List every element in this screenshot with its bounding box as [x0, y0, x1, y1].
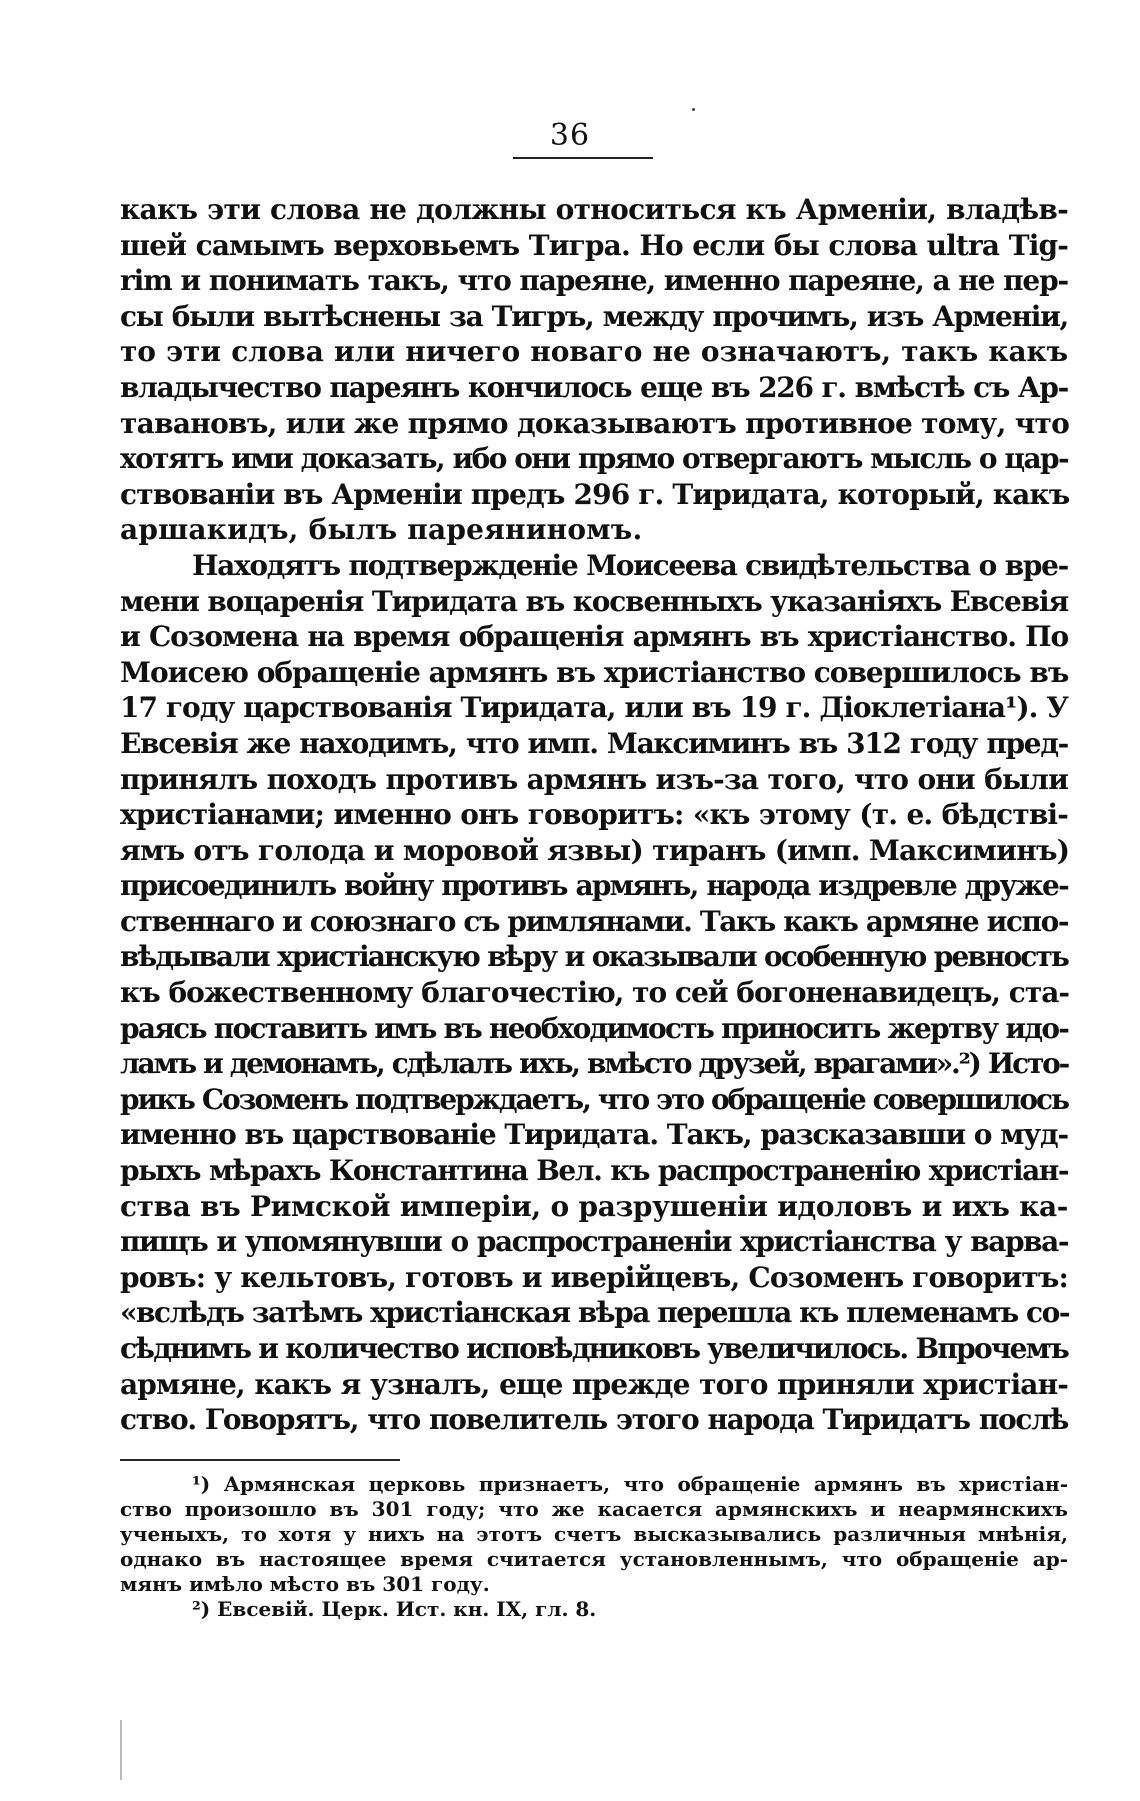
- text-line: ствованіи въ Арменіи предъ 296 г. Тиридата, который, какъ: [120, 477, 1070, 511]
- footnote-2-line: ²) Евсевій. Церк. Ист. кн. IX, гл. 8.: [192, 1597, 597, 1621]
- text-line: мени воцаренія Тиридата въ косвенныхъ указаніяхъ Евсевія: [120, 584, 1069, 618]
- text-line: раясь поставить имъ въ необходимость приносить жертву идо-: [120, 1011, 1069, 1045]
- text-line: рыхъ мѣрахъ Константина Вел. къ распространенію христіан-: [120, 1154, 1068, 1188]
- footnotes: [120, 1472, 1068, 1622]
- footnote-rule: [120, 1459, 400, 1461]
- text-line: принялъ походъ противъ армянъ изъ-за того, что они были: [120, 762, 1068, 796]
- paragraph-start-line: Находятъ подтвержденіе Моисеева свидѣтельства о вре-: [192, 548, 1068, 582]
- scan-speck: [692, 108, 695, 111]
- text-line: пищъ и упомянувши о распространеніи христіанства у варва-: [120, 1225, 1068, 1259]
- text-line: какъ эти слова не должны относиться къ Арменіи, владѣв-: [120, 193, 1068, 226]
- text-line: присоединилъ войну противъ армянъ, народа издревле друже-: [120, 869, 1068, 903]
- text-line: ство. Говорятъ, что повелитель этого народа Тиридатъ послѣ: [120, 1403, 1068, 1437]
- text-line: армяне, какъ я узналъ, еще прежде того приняли христіан-: [120, 1367, 1068, 1401]
- text-line: ственнаго и союзнаго съ римлянами. Такъ какъ армяне испо-: [120, 904, 1068, 938]
- text-line: рикъ Созоменъ подтверждаетъ, что это обращеніе совершилось: [120, 1082, 1068, 1116]
- text-line: именно въ царствованіе Тиридата. Такъ, разсказавши о муд-: [120, 1118, 1068, 1152]
- text-line: Моисею обращеніе армянъ въ христіанство совершилось въ: [120, 655, 1069, 689]
- scan-edge-mark: [120, 1720, 122, 1780]
- footnote-1-line: ство произошло въ 301 году; что же касается армянскихъ и неармянскихъ: [120, 1497, 1068, 1521]
- text-line: ламъ и демонамъ, сдѣлалъ ихъ, вмѣсто друзей, врагами».²) Исто-: [120, 1047, 1068, 1081]
- footnote-1-line: ученыхъ, то хотя у нихъ на этотъ счетъ высказывались различныя мнѣнія,: [120, 1522, 1068, 1546]
- text-line: ровъ: у кельтовъ, готовъ и иверійцевъ, Созоменъ говоритъ:: [120, 1260, 1068, 1294]
- text-line: то эти слова или ничего новаго не означаютъ, такъ какъ: [120, 335, 1068, 369]
- text-line: ства въ Римской имперіи, о разрушеніи идоловъ и ихъ ка-: [120, 1189, 1068, 1223]
- text-line: 17 году царствованія Тиридата, или въ 19 г. Діоклетіана¹). У: [120, 691, 1068, 725]
- page-number-rule: [513, 157, 653, 159]
- text-line: хотятъ ими доказать, ибо они прямо отвергаютъ мысль о цар-: [120, 442, 1068, 476]
- text-line: ямъ отъ голода и моровой язвы) тиранъ (имп. Максиминъ): [120, 833, 1070, 867]
- text-line: и Созомена на время обращенія армянъ въ христіанство. По: [120, 620, 1068, 654]
- footnote-1-line: мянъ имѣло мѣсто въ 301 году.: [120, 1572, 490, 1596]
- text-line: вѣдывали христіанскую вѣру и оказывали особенную ревность: [120, 940, 1068, 974]
- text-line: аршакидъ, былъ пареяниномъ.: [120, 513, 643, 547]
- text-line: rim и понимать такъ, что пареяне, именно пареяне, а не пер-: [120, 264, 1068, 298]
- text-line: къ божественному благочестію, то сей богоненавидецъ, ста-: [120, 976, 1069, 1010]
- text-line: сы были вытѣснены за Тигръ, между прочимъ, изъ Арменіи,: [120, 299, 1068, 333]
- page-number: 36: [549, 118, 591, 153]
- footnote-1-line: однако въ настоящее время считается установленнымъ, что обращеніе ар-: [120, 1547, 1068, 1571]
- text-line: христіанами; именно онъ говоритъ: «къ этому (т. е. бѣдстві-: [120, 798, 1068, 832]
- text-line: владычество пареянъ кончилось еще въ 226 г. вмѣстѣ съ Ар-: [120, 370, 1068, 404]
- text-line: тавановъ, или же прямо доказываютъ противное тому, что: [120, 406, 1070, 440]
- text-line: «вслѣдъ затѣмъ христіанская вѣра перешла къ племенамъ со-: [120, 1296, 1070, 1330]
- text-line: Евсевія же находимъ, что имп. Максиминъ въ 312 году пред-: [120, 726, 1068, 760]
- text-line: сѣднимъ и количество исповѣдниковъ увеличилось. Впрочемъ: [120, 1332, 1068, 1365]
- text-line: шей самымъ верховьемъ Тигра. Но если бы слова ultra Tig-: [120, 228, 1068, 262]
- main-text: [120, 192, 1068, 1438]
- footnote-1-line: ¹) Армянская церковь признаетъ, что обращеніе армянъ въ христіан-: [192, 1472, 1068, 1496]
